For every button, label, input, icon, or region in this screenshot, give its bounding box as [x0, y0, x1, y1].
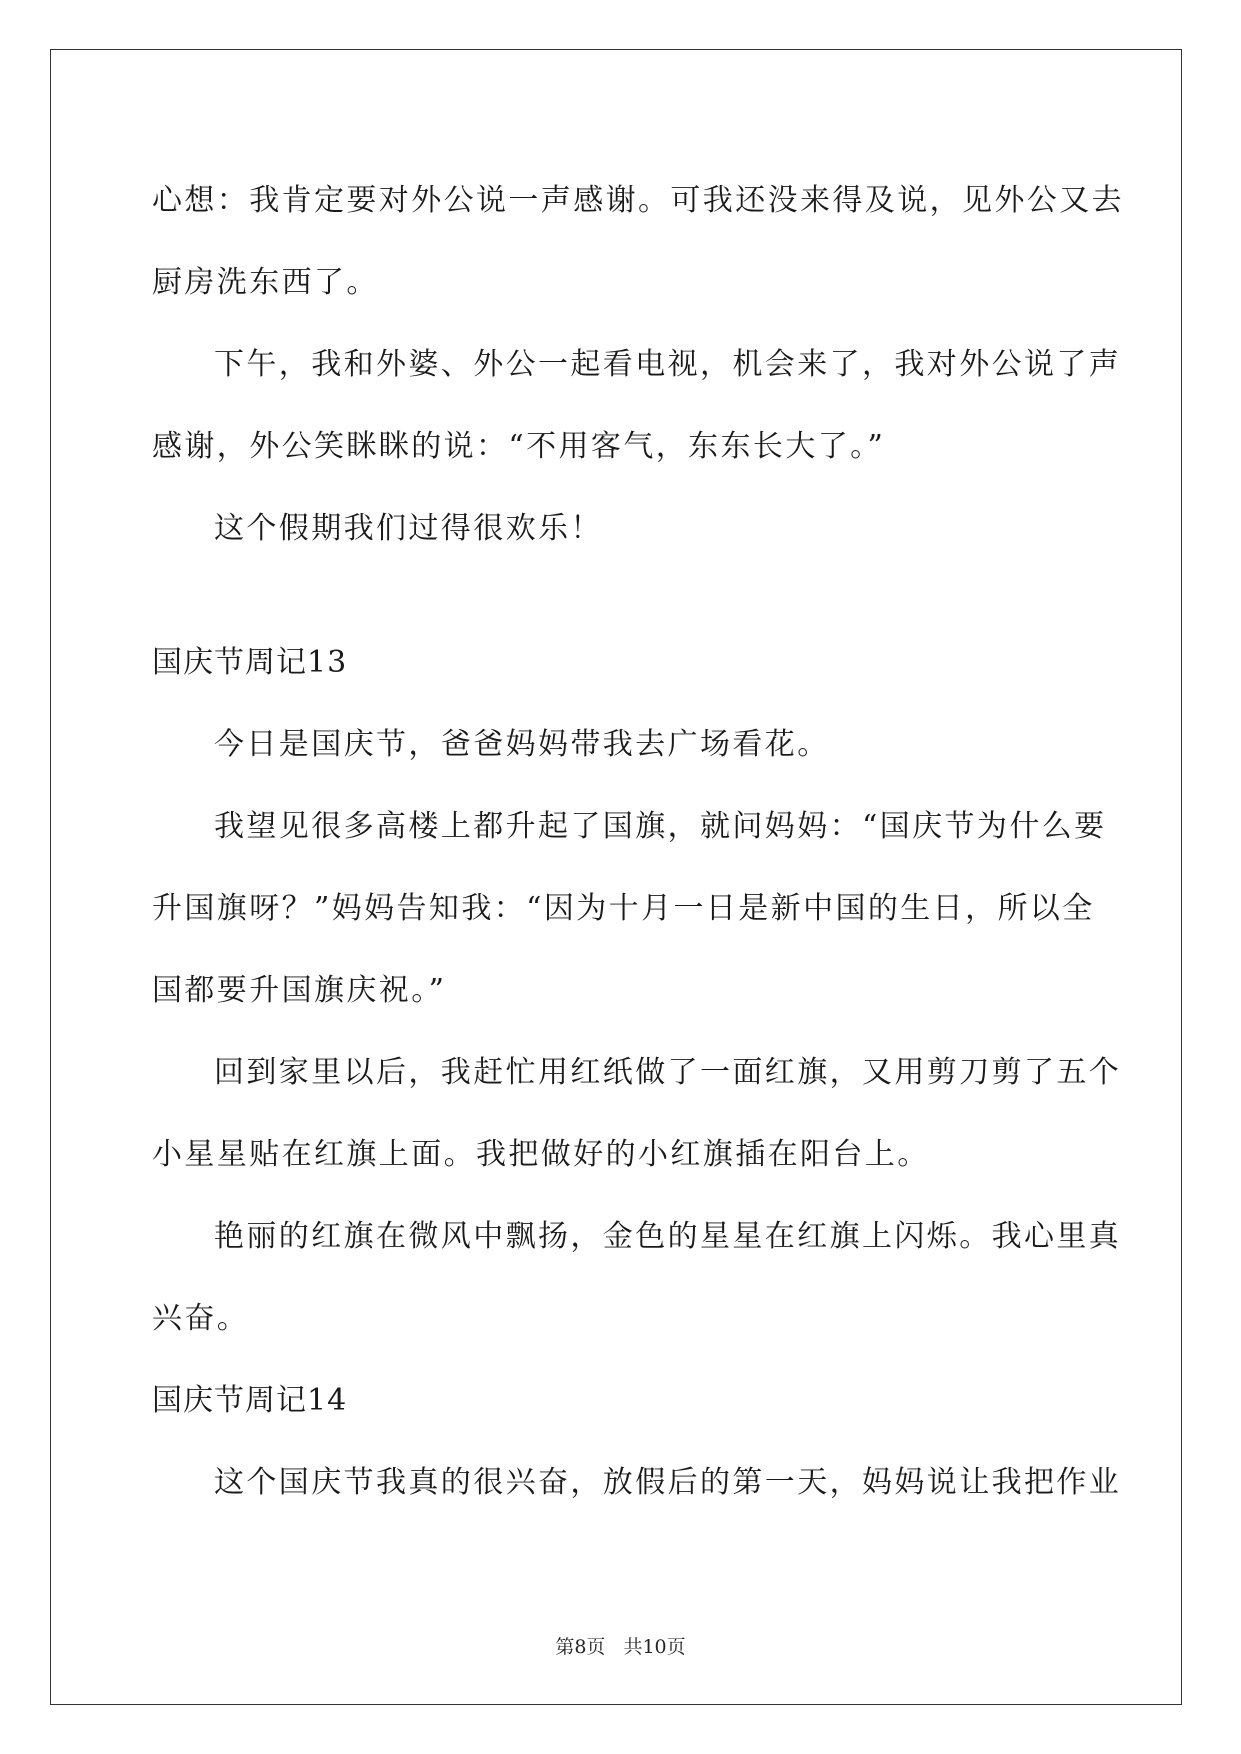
text-line: 厨房洗东西了。 [152, 265, 379, 300]
text-line: 小星星贴在红旗上面。我把做好的小红旗插在阳台上。 [152, 1137, 930, 1172]
section-heading-13: 国庆节周记13 [152, 645, 348, 680]
text-line: 兴奋。 [152, 1301, 250, 1336]
paragraph-line: 我望见很多高楼上都升起了国旗，就问妈妈：“国庆节为什么要 [214, 809, 1107, 844]
paragraph-line: 艳丽的红旗在微风中飘扬，金色的星星在红旗上闪烁。我心里真 [214, 1219, 1122, 1254]
paragraph-line: 这个国庆节我真的很兴奋，放假后的第一天，妈妈说让我把作业 [214, 1465, 1122, 1500]
text-line: 国都要升国旗庆祝。” [152, 973, 447, 1008]
section-spacer [152, 570, 1087, 622]
document-body [152, 160, 1124, 1524]
text-line: 心想：我肯定要对外公说一声感谢。可我还没来得及说，见外公又去 [152, 183, 1124, 218]
paragraph-line: 下午，我和外婆、外公一起看电视，机会来了，我对外公说了声 [214, 347, 1122, 382]
paragraph-line: 今日是国庆节，爸爸妈妈带我去广场看花。 [214, 727, 830, 762]
page-total: 共10页 [623, 1636, 686, 1658]
page-number: 第8页 [555, 1636, 606, 1658]
section-heading-14: 国庆节周记14 [152, 1383, 348, 1418]
text-line: 感谢，外公笑眯眯的说：“不用客气，东东长大了。” [152, 429, 886, 464]
text-line: 升国旗呀？”妈妈告知我：“因为十月一日是新中国的生日，所以全 [152, 891, 1095, 926]
page-footer [0, 1632, 1241, 1659]
paragraph-line: 回到家里以后，我赶忙用红纸做了一面红旗，又用剪刀剪了五个 [214, 1055, 1122, 1090]
paragraph-line: 这个假期我们过得很欢乐！ [214, 511, 603, 546]
